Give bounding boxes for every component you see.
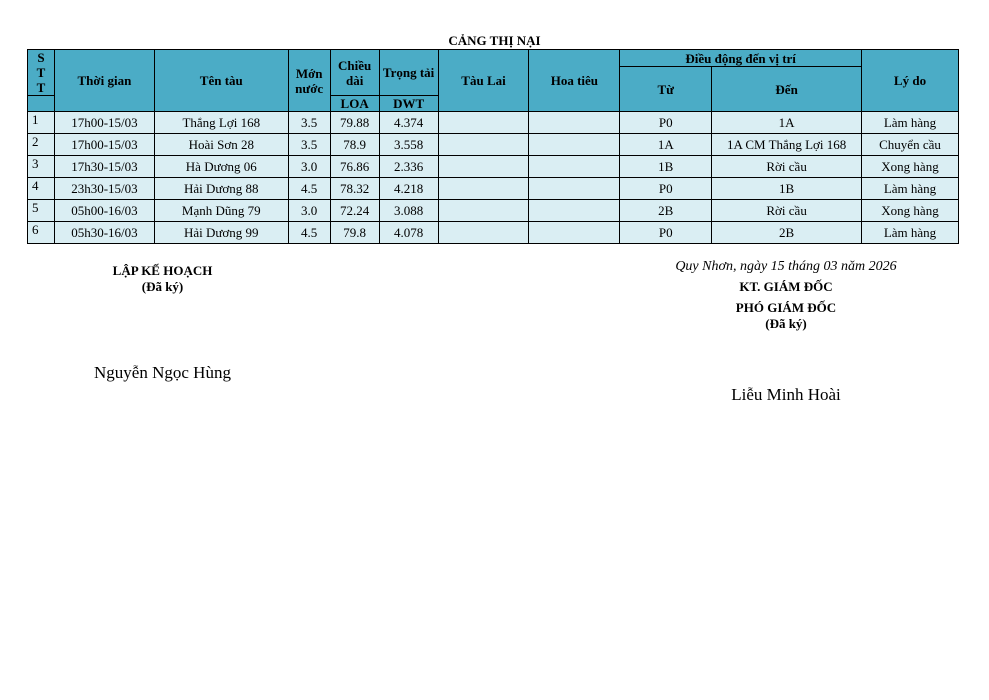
header-reason: Lý do — [862, 50, 959, 112]
table-row — [28, 222, 959, 244]
header-length-unit: LOA — [330, 96, 379, 112]
ship-schedule-table — [27, 49, 959, 244]
cell-loa: 76.86 — [330, 156, 379, 178]
header-tonnage-unit: DWT — [379, 96, 438, 112]
cell-ship: Mạnh Dũng 79 — [154, 200, 288, 222]
left-signature-block — [60, 263, 265, 295]
header-stt: S T T — [28, 50, 55, 96]
cell-stt: 1 — [28, 112, 55, 134]
cell-stt: 3 — [28, 156, 55, 178]
cell-to: 2B — [712, 222, 862, 244]
cell-ship: Hà Dương 06 — [154, 156, 288, 178]
cell-pilot — [529, 222, 620, 244]
cell-loa: 79.88 — [330, 112, 379, 134]
cell-from: P0 — [620, 112, 712, 134]
table-row — [28, 134, 959, 156]
cell-dwt: 4.078 — [379, 222, 438, 244]
header-time: Thời gian — [54, 50, 154, 112]
cell-reason: Xong hàng — [862, 200, 959, 222]
header-ship-name: Tên tàu — [154, 50, 288, 112]
header-pilot: Hoa tiêu — [529, 50, 620, 112]
cell-time: 23h30-15/03 — [54, 178, 154, 200]
cell-from: 2B — [620, 200, 712, 222]
cell-ship: Hải Dương 88 — [154, 178, 288, 200]
table-row — [28, 200, 959, 222]
cell-dwt: 3.088 — [379, 200, 438, 222]
cell-tug — [438, 156, 529, 178]
cell-to: 1A — [712, 112, 862, 134]
cell-stt: 2 — [28, 134, 55, 156]
cell-tug — [438, 222, 529, 244]
header-draft: Mớn nước — [288, 50, 330, 112]
cell-to: Rời cầu — [712, 156, 862, 178]
document-title: CẢNG THỊ NẠI — [448, 33, 541, 48]
cell-ship: Hải Dương 99 — [154, 222, 288, 244]
cell-from: 1B — [620, 156, 712, 178]
cell-tug — [438, 112, 529, 134]
deputy-signed-note: (Đã ký) — [765, 316, 807, 331]
cell-draft: 3.0 — [288, 200, 330, 222]
deputy-director-name: Liễu Minh Hoài — [731, 385, 841, 404]
header-stt-bottom — [28, 96, 55, 112]
cell-time: 17h00-15/03 — [54, 112, 154, 134]
cell-stt: 4 — [28, 178, 55, 200]
planner-role: LẬP KẾ HOẠCH — [112, 263, 213, 278]
table-row — [28, 112, 959, 134]
cell-draft: 4.5 — [288, 222, 330, 244]
cell-stt: 6 — [28, 222, 55, 244]
cell-tug — [438, 134, 529, 156]
deputy-director-role: PHÓ GIÁM ĐỐC — [735, 300, 837, 315]
cell-dwt: 2.336 — [379, 156, 438, 178]
cell-reason: Làm hàng — [862, 112, 959, 134]
date-line: Quy Nhơn, ngày 15 tháng 03 năm 2026 — [675, 259, 897, 274]
cell-reason: Làm hàng — [862, 222, 959, 244]
cell-from: P0 — [620, 222, 712, 244]
header-move-group: Điều động đến vị trí — [620, 50, 862, 67]
header-length: Chiều dài — [330, 50, 379, 96]
cell-pilot — [529, 156, 620, 178]
cell-from: 1A — [620, 134, 712, 156]
cell-loa: 78.9 — [330, 134, 379, 156]
cell-dwt: 3.558 — [379, 134, 438, 156]
director-role: KT. GIÁM ĐỐC — [739, 279, 833, 294]
cell-stt: 5 — [28, 200, 55, 222]
cell-reason: Chuyển cầu — [862, 134, 959, 156]
cell-reason: Xong hàng — [862, 156, 959, 178]
cell-to: 1B — [712, 178, 862, 200]
cell-time: 17h30-15/03 — [54, 156, 154, 178]
cell-ship: Thắng Lợi 168 — [154, 112, 288, 134]
cell-pilot — [529, 178, 620, 200]
cell-time: 17h00-15/03 — [54, 134, 154, 156]
cell-dwt: 4.374 — [379, 112, 438, 134]
table-row — [28, 178, 959, 200]
header-from: Từ — [620, 67, 712, 112]
cell-pilot — [529, 134, 620, 156]
cell-pilot — [529, 112, 620, 134]
cell-tug — [438, 178, 529, 200]
cell-loa: 72.24 — [330, 200, 379, 222]
cell-pilot — [529, 200, 620, 222]
header-tonnage: Trọng tải — [379, 50, 438, 96]
cell-to: 1A CM Thắng Lợi 168 — [712, 134, 862, 156]
planner-name: Nguyễn Ngọc Hùng — [94, 363, 231, 382]
table-row — [28, 156, 959, 178]
cell-time: 05h00-16/03 — [54, 200, 154, 222]
header-tug: Tàu Lai — [438, 50, 529, 112]
cell-ship: Hoài Sơn 28 — [154, 134, 288, 156]
cell-from: P0 — [620, 178, 712, 200]
cell-reason: Làm hàng — [862, 178, 959, 200]
cell-draft: 3.5 — [288, 134, 330, 156]
planner-signed-note: (Đã ký) — [141, 279, 184, 294]
right-signature-block — [645, 259, 927, 332]
cell-tug — [438, 200, 529, 222]
cell-loa: 78.32 — [330, 178, 379, 200]
cell-time: 05h30-16/03 — [54, 222, 154, 244]
cell-draft: 4.5 — [288, 178, 330, 200]
cell-loa: 79.8 — [330, 222, 379, 244]
cell-draft: 3.5 — [288, 112, 330, 134]
cell-dwt: 4.218 — [379, 178, 438, 200]
cell-draft: 3.0 — [288, 156, 330, 178]
cell-to: Rời cầu — [712, 200, 862, 222]
header-to: Đến — [712, 67, 862, 112]
